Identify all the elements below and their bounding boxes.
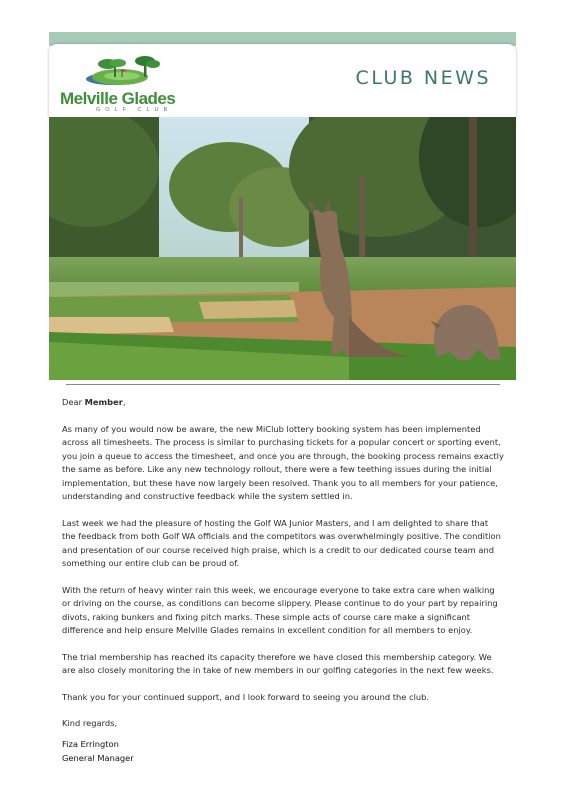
signer-name: Fiza Errington	[62, 739, 119, 749]
club-logo	[60, 55, 196, 113]
letter-body	[62, 396, 504, 744]
paragraph: Last week we had the pleasure of hosting the Golf WA Junior Masters, and I am delighted to share that the feedback from both Golf WA officials and the competitors was overwhelmingly positive. The condition and presentation of our course received high praise, which is a credit to our dedicated course team and something our entire club can be proud of.	[62, 517, 501, 568]
paragraph: As many of you would now be aware, the new MiClub lottery booking system has been implemented across all timesheets. The process is similar to purchasing tickets for a popular concert or sporting event, you join a queue to access the timesheet, and once you are through, the booking process remains exactly the same as before. Like any new technology rollout, there were a few teething issues during the initial implementation, but these have now largely been resolved. Thank you to all members for your patience, understanding and constructive feedback while the system settled in.	[62, 423, 504, 501]
kangaroo-golf-course-photo	[49, 117, 516, 380]
salutation	[62, 396, 504, 410]
paragraph: Thank you for your continued support, and I look forward to seeing you around the club.	[62, 691, 430, 702]
logo-wordmark: Melville Glades	[60, 89, 176, 108]
salutation-name: Member	[84, 397, 123, 407]
paragraph: With the return of heavy winter rain this week, we encourage everyone to take extra care when walking or driving on the course, as conditions can become slippery. Please continue to do your part by repairing divots, raking bunkers and fixing pitch marks. These simple acts of course care make a significant difference and help ensure Melville Glades remains in excellent condition for all members to enjoy.	[62, 584, 498, 635]
signature-block	[62, 738, 134, 765]
page-title: CLUB NEWS	[355, 67, 491, 89]
divider	[66, 384, 500, 385]
signoff: Kind regards,	[62, 718, 118, 728]
hero-image	[49, 117, 516, 380]
paragraph: The trial membership has reached its capacity therefore we have closed this membership category. We are also closely monitoring the in take of new members in our golfing categories in the next few weeks.	[62, 651, 494, 675]
logo-subtitle: GOLF CLUB	[96, 107, 173, 113]
salutation-prefix: Dear	[62, 397, 85, 407]
salutation-suffix: ,	[122, 397, 126, 407]
signer-title: General Manager	[62, 752, 134, 763]
